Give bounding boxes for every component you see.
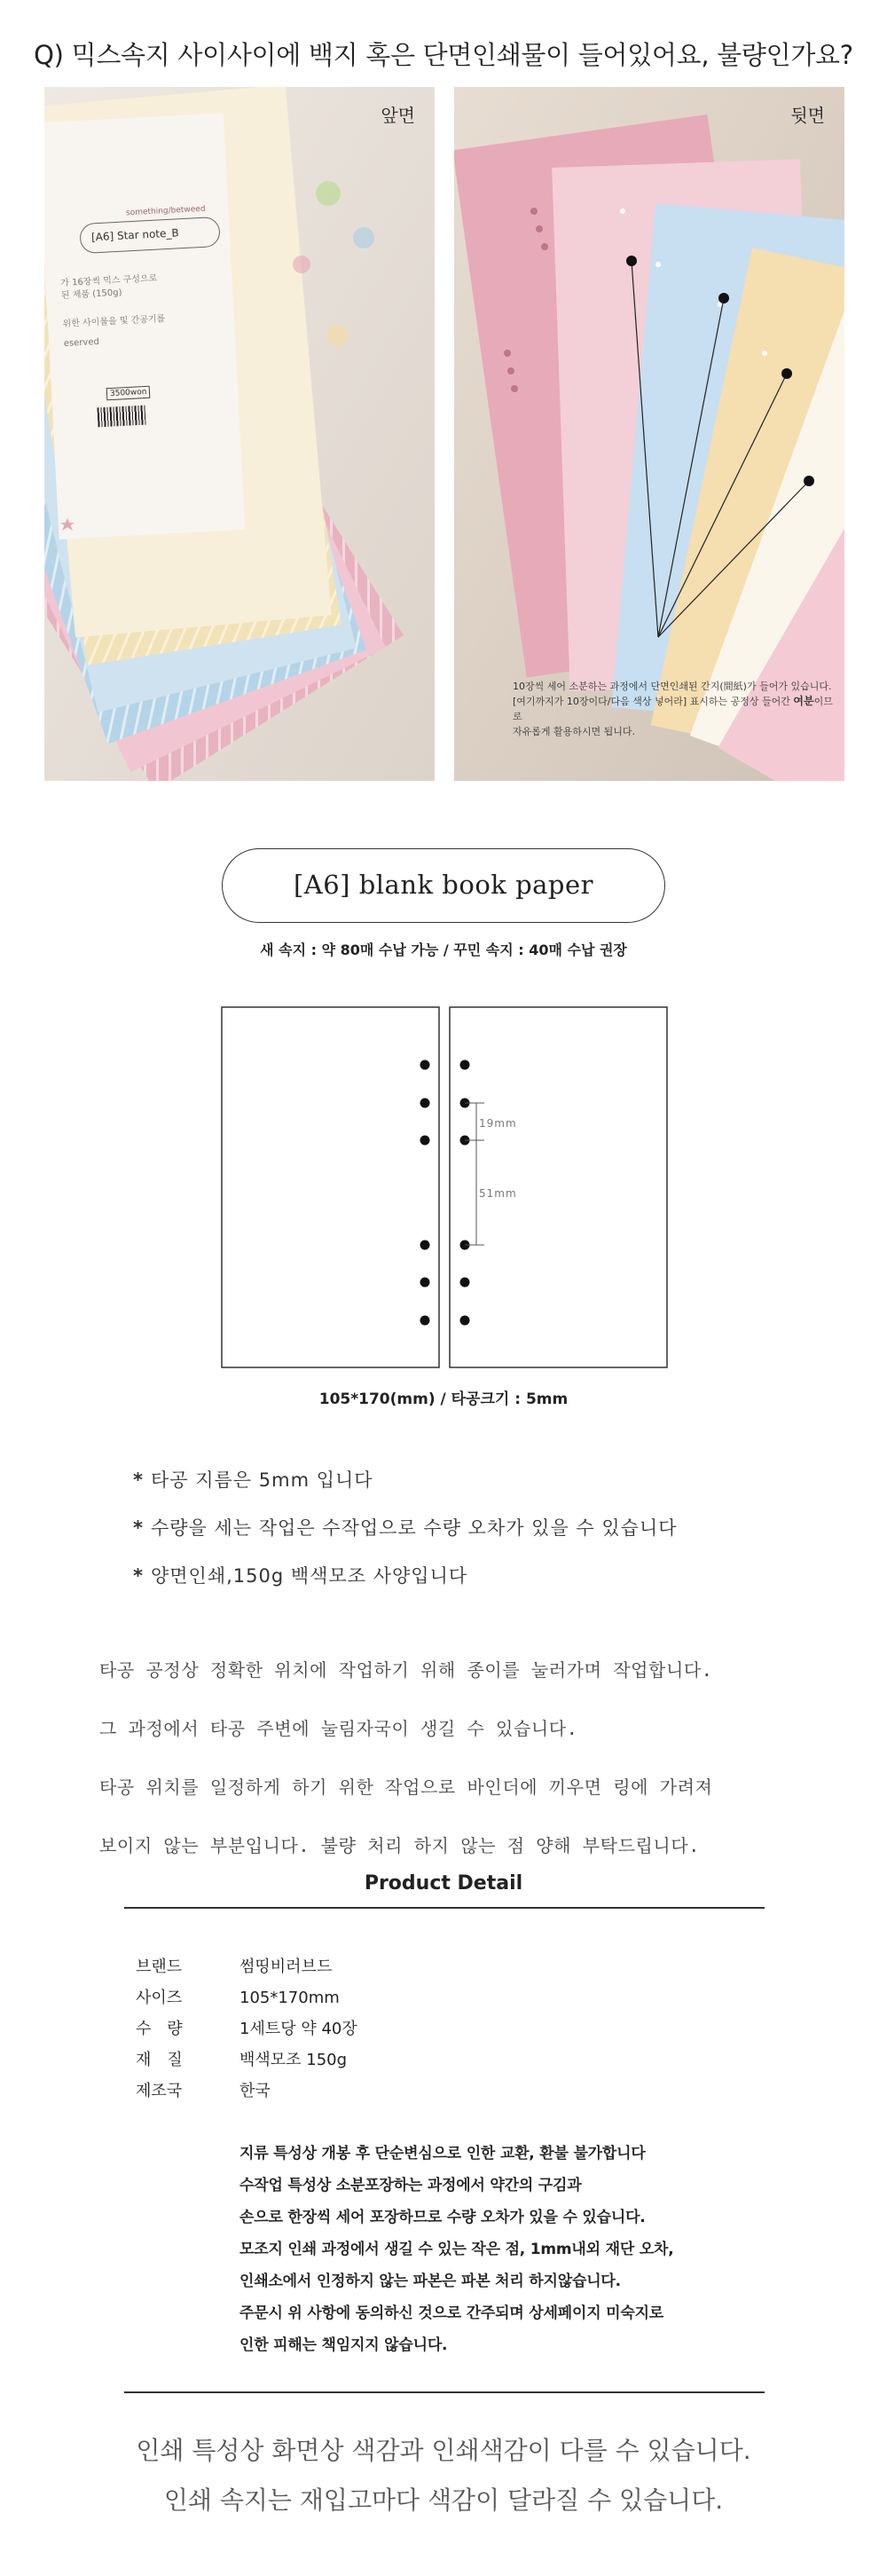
- cover-desc-3: 위한 사이물을 및 간공기를: [62, 313, 166, 330]
- spec-key: 제조국: [136, 2082, 183, 2100]
- spec-value: 백색모조 150g: [239, 2051, 348, 2069]
- spec-key: 재 질: [136, 2051, 183, 2069]
- spec-value: 105*170mm: [239, 1989, 340, 2007]
- bullet-text: 수량을 세는 작업은 수작업으로 수량 오차가 있을 수 있습니다: [150, 1517, 678, 1539]
- back-note-line-3: 자유롭게 활용하시면 됩니다.: [513, 726, 636, 737]
- spec-value: 한국: [239, 2082, 271, 2100]
- hole: [420, 1136, 430, 1146]
- notice-line: 타공 위치를 일정하게 하기 위한 작업으로 바인더에 끼우면 링에 가려져: [99, 1776, 713, 1798]
- policy-line: 지류 특성상 개봉 후 단순변심으로 인한 교환, 환불 불가합니다: [239, 2145, 646, 2162]
- divider: [124, 2391, 765, 2393]
- product-title: [A6] blank book paper: [293, 870, 594, 900]
- punch-notice: [99, 1627, 809, 1890]
- policy-line: 인쇄소에서 인정하지 않는 파본은 파본 처리 하지않습니다.: [239, 2273, 621, 2290]
- cover-desc-1: 가 16장씩 믹스 구성으로: [59, 273, 158, 289]
- spec-row: [136, 1985, 340, 2008]
- hole: [420, 1099, 430, 1108]
- spec-row: [136, 2078, 271, 2101]
- spec-row: [136, 2047, 347, 2070]
- cover-desc-2: 된 제품 (150g): [60, 288, 122, 302]
- cover-desc: [60, 272, 167, 351]
- back-photo-note: [513, 679, 841, 739]
- capacity-note: 새 속지 : 약 80매 수납 가능 / 꾸민 속지 : 40매 수납 권장: [260, 941, 627, 958]
- notice-line: 보이지 않는 부분입니다. 불량 처리 하지 않는 점 양해 부탁드립니다.: [99, 1835, 700, 1856]
- policy-line: 인한 피해는 책임지지 않습니다.: [239, 2336, 448, 2354]
- hole: [420, 1060, 430, 1070]
- qa-question: Q) 믹스속지 사이사이에 백지 혹은 단면인쇄물이 들어있어요, 불량인가요?: [34, 40, 853, 70]
- hole: [420, 1316, 430, 1326]
- cover-brand-line: something/betweed: [125, 204, 206, 218]
- notice-line: 타공 공정상 정확한 위치에 작업하기 위해 종이를 눌러가며 작업합니다.: [99, 1659, 713, 1681]
- spec-key: 사이즈: [136, 1989, 183, 2007]
- back-note-line-2: [여기까지가 10장이다/다음 색상 넣어라] 표시하는 공정상 들어간 여분이므로: [513, 695, 833, 722]
- paper-diagram: [0, 1003, 887, 1375]
- bullet-text: 타공 지름은 5mm 입니다: [150, 1469, 373, 1491]
- dim-upper-label: 19mm: [479, 1117, 517, 1130]
- spec-row: [136, 1954, 332, 1977]
- hole: [460, 1060, 470, 1070]
- product-title-pill: [222, 848, 665, 923]
- bullet-text: 양면인쇄,150g 백색모조 사양입니다: [150, 1565, 468, 1587]
- footer-note-2: 인쇄 속지는 재입고마다 색감이 달라질 수 있습니다.: [163, 2485, 724, 2515]
- bullet-item: * 수량을 세는 작업은 수작업으로 수량 오차가 있을 수 있습니다: [133, 1517, 678, 1539]
- policy-line: 수작업 특성상 소분포장하는 과정에서 약간의 구김과: [239, 2177, 582, 2194]
- product-detail-heading: Product Detail: [364, 1872, 523, 1895]
- back-note-bold: 여분: [793, 695, 814, 707]
- spec-row: [136, 2016, 357, 2039]
- back-photo-label: 뒷면: [790, 105, 825, 126]
- front-photo: [44, 87, 435, 781]
- hole: [420, 1241, 430, 1250]
- bullet-item: * 양면인쇄,150g 백색모조 사양입니다: [133, 1565, 468, 1587]
- spec-value: 1세트당 약 40장: [239, 2020, 357, 2038]
- cover-price-tag: 3500won: [106, 386, 151, 401]
- dim-lower-label: 51mm: [479, 1187, 517, 1200]
- cover-product-line: [A6] Star note_B: [90, 226, 179, 244]
- left-sheet: [222, 1007, 439, 1367]
- hole: [420, 1278, 430, 1288]
- front-photo-label: 앞면: [381, 105, 415, 126]
- back-note-line-1: 10장씩 세어 소분하는 과정에서 단면인쇄된 간지(間紙)가 들어가 있습니다.: [513, 681, 832, 692]
- hole: [460, 1316, 470, 1326]
- spec-value: 썸띵비러브드: [239, 1958, 333, 1976]
- footer-note-1: 인쇄 특성상 화면상 색감과 인쇄색감이 다를 수 있습니다.: [136, 2436, 751, 2465]
- notice-line: 그 과정에서 타공 주변에 눌림자국이 생길 수 있습니다.: [99, 1718, 578, 1739]
- hole: [460, 1278, 470, 1288]
- cover-barcode-icon: [97, 406, 145, 428]
- policy-line: 주문시 위 사항에 동의하신 것으로 간주되며 상세페이지 미숙지로: [239, 2304, 664, 2322]
- cover-desc-4: eserved: [63, 336, 100, 349]
- policy-line: 모조지 인쇄 과정에서 생길 수 있는 작은 점, 1mm내외 재단 오차,: [239, 2241, 674, 2258]
- spec-key: 브랜드: [136, 1958, 183, 1976]
- size-note: 105*170(mm) / 타공크기 : 5mm: [318, 1390, 569, 1408]
- divider: [124, 1907, 765, 1909]
- spec-key: 수 량: [136, 2020, 183, 2038]
- policy-line: 손으로 한장씩 세어 포장하므로 수량 오차가 있을 수 있습니다.: [239, 2209, 646, 2226]
- bullet-item: * 타공 지름은 5mm 입니다: [133, 1469, 373, 1491]
- back-photo: [454, 87, 844, 781]
